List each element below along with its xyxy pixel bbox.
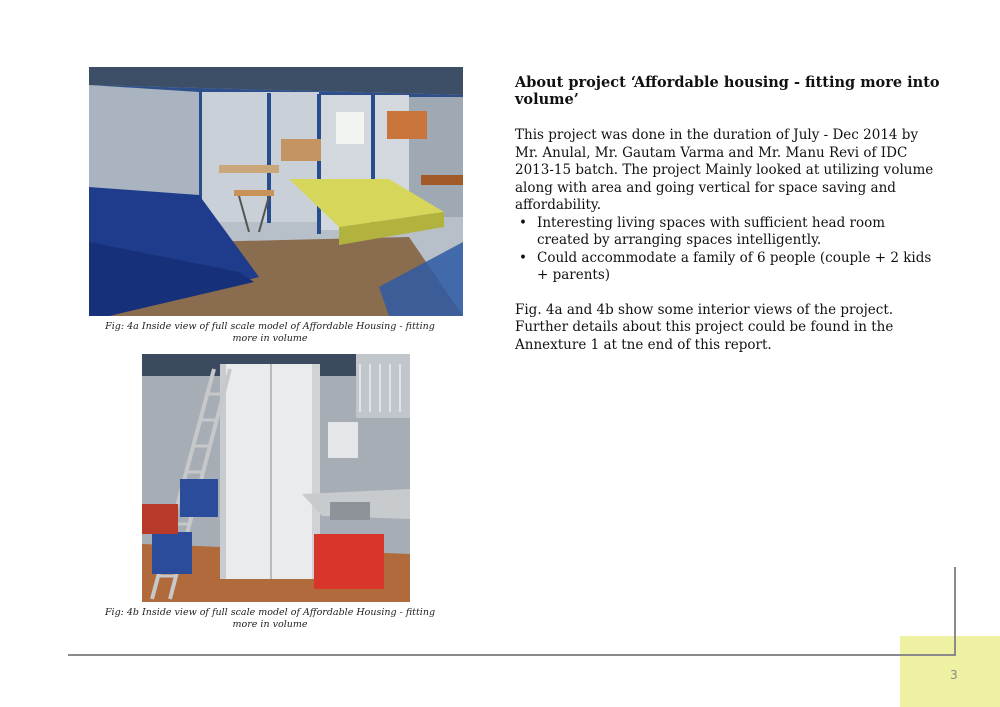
article-closing: Fig. 4a and 4b show some interior views of the project. Further details about this project could be found in the Annexture 1 at tne end of this report. bbox=[515, 301, 894, 353]
article-heading: About project ‘Affordable housing - fitting more into volume’ bbox=[515, 74, 940, 108]
article-intro: This project was done in the duration of July - Dec 2014 by Mr. Anulal, Mr. Gautam Varma and Mr. Manu Revi of IDC 2013-15 batch. The project Mainly looked at utilizing volume along with area and going vertical for space saving and affordability. bbox=[515, 127, 934, 213]
figure-4b-photo bbox=[142, 354, 410, 602]
figure-4b-caption: Fig: 4b Inside view of full scale model of Affordable Housing - fitting more in volume bbox=[104, 607, 436, 630]
feature-item: • Could accommodate a family of 6 people (couple + 2 kids + parents) bbox=[515, 250, 935, 285]
footer-rule bbox=[68, 654, 956, 656]
feature-list bbox=[515, 215, 935, 285]
figure-4a-photo bbox=[89, 67, 463, 316]
footer-vertical-rule bbox=[954, 567, 956, 656]
figure-4a-caption: Fig: 4a Inside view of full scale model of Affordable Housing - fitting more in volume bbox=[105, 321, 435, 344]
article-body bbox=[515, 127, 935, 354]
page-number: 3 bbox=[950, 668, 958, 682]
feature-item: • Interesting living spaces with sufficient head room created by arranging spaces intelligently. bbox=[515, 215, 935, 250]
interior-photo-4b-illustration bbox=[142, 354, 410, 602]
interior-photo-4a-illustration bbox=[89, 67, 463, 316]
